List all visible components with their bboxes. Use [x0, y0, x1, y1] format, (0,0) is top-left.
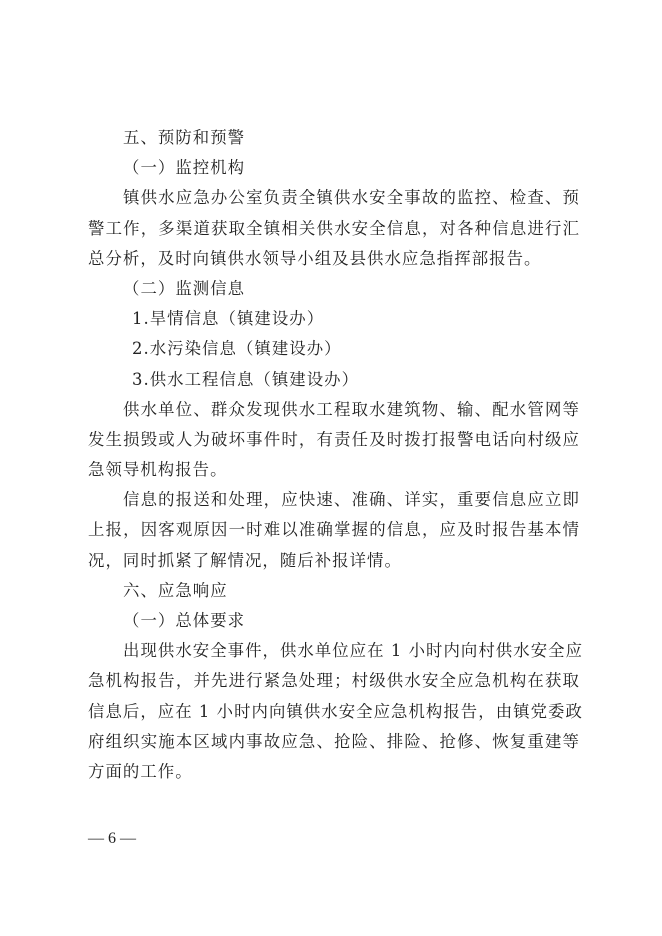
list-item: 3.供水工程信息（镇建设办） [132, 369, 360, 389]
paragraph-line: 镇供水应急办公室负责全镇供水安全事故的监控、检查、预 [123, 188, 580, 208]
paragraph-line: 发生损毁或人为破坏事件时，有责任及时拨打报警电话向村级应 [88, 429, 580, 449]
paragraph-line: 警工作，多渠道获取全镇相关供水安全信息，对各种信息进行汇 [88, 218, 580, 238]
paragraph-line: 信息的报送和处理，应快速、准确、详实，重要信息应立即 [123, 490, 580, 510]
paragraph-line: 急机构报告，并先进行紧急处理；村级供水安全应急机构在获取 [88, 671, 580, 691]
paragraph-line: 况，同时抓紧了解情况，随后补报详情。 [88, 550, 402, 570]
section-heading-5: 五、预防和预警 [123, 128, 246, 147]
paragraph-line: 总分析，及时向镇供水领导小组及县供水应急指挥部报告。 [88, 248, 542, 268]
section-heading-6: 六、应急响应 [123, 580, 228, 600]
paragraph-line: 出现供水安全事件，供水单位应在 1 小时内向村供水安全应 [123, 641, 584, 661]
subsection-heading-monitoring-agency: （一）监控机构 [123, 158, 246, 178]
list-item: 1.旱情信息（镇建设办） [132, 309, 325, 329]
subsection-heading-general-requirements: （一）总体要求 [123, 611, 246, 630]
paragraph-line: 急领导机构报告。 [88, 460, 228, 480]
paragraph-line: 方面的工作。 [88, 761, 193, 781]
paragraph-line: 信息后，应在 1 小时内向镇供水安全应急机构报告，由镇党委政 [88, 701, 583, 721]
paragraph-line: 供水单位、群众发现供水工程取水建筑物、输、配水管网等 [123, 399, 580, 419]
page-number: — 6 — [88, 830, 136, 847]
subsection-heading-monitoring-info: （二）监测信息 [123, 278, 246, 298]
paragraph-line: 上报，因客观原因一时难以准确掌握的信息，应及时报告基本情 [88, 520, 580, 540]
paragraph-line: 府组织实施本区域内事故应急、抢险、排险、抢修、恢复重建等 [88, 731, 580, 751]
list-item: 2.水污染信息（镇建设办） [132, 339, 342, 359]
document-page [88, 123, 584, 787]
